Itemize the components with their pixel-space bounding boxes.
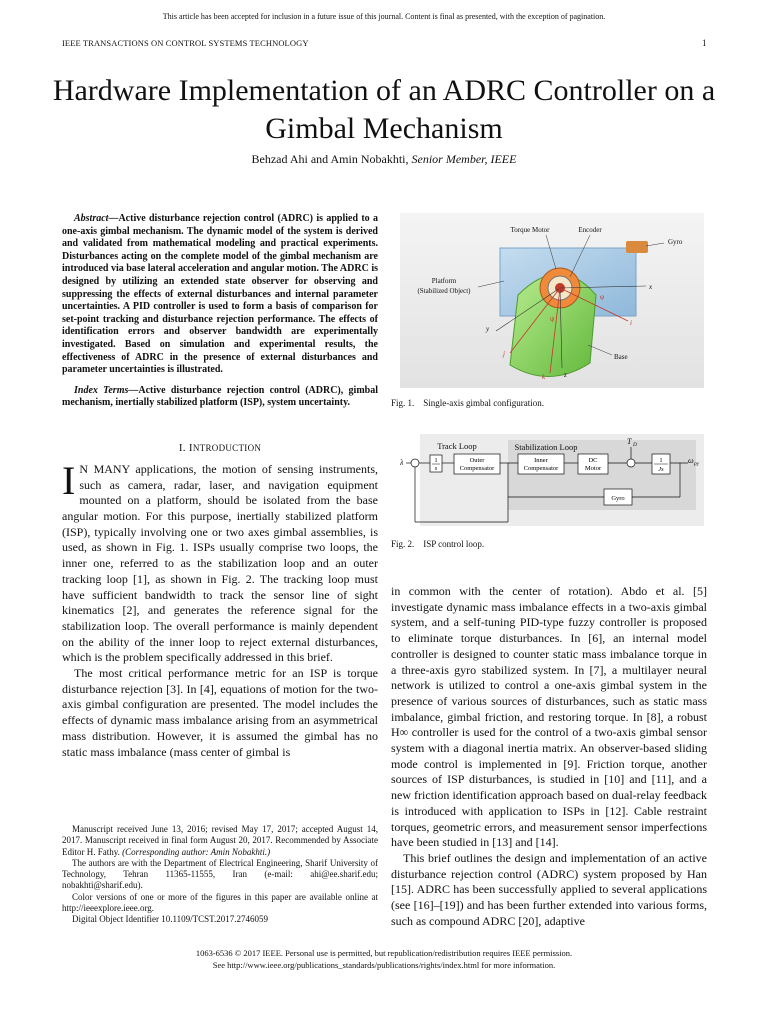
abstract — [62, 213, 378, 377]
footnote-received — [62, 824, 378, 858]
label-torque-motor: Torque Motor — [510, 226, 550, 234]
paper-title: Hardware Implementation of an ADRC Controller on a Gimbal Mechanism — [52, 74, 716, 145]
intro-paragraph-1 — [62, 457, 378, 666]
footnote-affiliation: The authors are with the Department of Electrical Engineering, Sharif University of Technology, Tehran 11365-11555, Iran (e-mail: ahi@ee.sharif.edu; nobakhti@sharif.edu). — [62, 857, 378, 891]
section-initial: I — [188, 441, 193, 454]
label-psi: ψ — [550, 315, 555, 323]
label-stab-loop: Stabilization Loop — [514, 442, 578, 452]
label-phi: φ — [600, 293, 605, 301]
plant-den: Js — [658, 466, 664, 473]
label-output-sub: py — [694, 461, 700, 467]
right-paragraph-2: This brief outlines the design and implementation of an active disturbance rejection control (ADRC) system proposed by Han [15]. ADRC has been successfully applied to several applications (see [16]–[19]) and has been further extended into various forms, such as compound ADRC [20], adaptive — [391, 850, 707, 928]
outer-label-2: Compensator — [459, 465, 495, 472]
integrator-num: 1 — [434, 457, 438, 464]
gyro-label: Gyro — [611, 495, 625, 502]
label-x: x — [649, 283, 653, 291]
label-j: j — [503, 350, 505, 358]
intro-paragraph-2: The most critical performance metric for an ISP is torque disturbance rejection [3]. In [4], equations of motion for the two-axis gimbal configuration are presented. The model includes the effects of dynamic mass imbalance arising from an asymmetrical mass distribution. However, it is assumed the gimbal has no static mass imbalance (mass center of gimbal is — [62, 666, 378, 759]
page-number: 1 — [702, 38, 707, 48]
motor-label-2: Motor — [584, 465, 602, 472]
label-track-loop: Track Loop — [437, 441, 477, 451]
label-k: k — [542, 373, 546, 381]
figure-1-gimbal-illustration — [400, 213, 704, 388]
figure-2-caption: Fig. 2. ISP control loop. — [391, 539, 485, 549]
copyright-notice — [0, 948, 768, 971]
drop-cap: I — [62, 457, 76, 503]
label-input: λ — [400, 458, 404, 467]
figure-1-caption: Fig. 1. Single-axis gimbal configuration. — [391, 398, 544, 408]
section-heading-introduction — [62, 442, 378, 454]
outer-label-1: Outer — [469, 457, 485, 464]
footnote-received-text: Manuscript received June 13, 2016; revised May 17, 2017; accepted August 14, 2017. Manuscript received in final form August 20, 2017. Recommended by Associate Editor H. Fathy. — [62, 824, 378, 857]
copyright-line-2: See http://www.ieee.org/publications_standards/publications/rights/index.html for more information. — [212, 959, 556, 970]
label-gyro: Gyro — [668, 238, 683, 246]
author-names: Behzad Ahi and Amin Nobakhti, — [251, 152, 409, 166]
abstract-lead: Abstract— — [74, 213, 119, 224]
label-disturbance: T — [627, 437, 632, 446]
label-disturbance-sub: D — [633, 442, 637, 448]
copyright-line-1: 1063-6536 © 2017 IEEE. Personal use is permitted, but republication/redistribution requires IEEE permission. — [195, 948, 573, 958]
label-z: z — [564, 371, 567, 379]
label-platform: Platform — [431, 277, 457, 285]
inner-label-1: Inner — [534, 457, 548, 464]
label-y: y — [486, 325, 490, 333]
author-line — [0, 152, 768, 167]
footnotes — [62, 824, 378, 926]
label-encoder: Encoder — [578, 226, 602, 234]
figure-2-control-loop-diagram — [400, 434, 704, 526]
index-terms — [62, 385, 378, 410]
label-output: ω — [688, 456, 694, 465]
label-platform-sub: (Stabilized Object) — [417, 287, 471, 295]
abstract-text: Active disturbance rejection control (ADRC) is applied to a one-axis gimbal mechanism. The dynamic model of the system is derived and validated from mathematical modeling and practical experiments. Disturbances acting on the complete model of the gimbal mechanism are introduced via base lateral acceleration and angular motion. The ADRC is designed by utilizing an extended state observer for observing and suppressing the effects of external disturbances and internal parameter uncertainties. A PID controller is used to form a basis of comparison for set-point tracking and disturbance rejection performance. The effects of identification errors and observer bandwidth are experimentally investigated. Based on simulation and experimental results, the effectiveness of ADRC in the presence of external disturbances and parameter uncertainties is illustrated. — [62, 213, 378, 376]
journal-running-head: IEEE TRANSACTIONS ON CONTROL SYSTEMS TECHNOLOGY — [62, 38, 309, 48]
gyro-shape — [626, 241, 648, 253]
right-paragraph-1: in common with the center of rotation). Abdo et al. [5] investigate dynamic mass imbalance effects in a two-axis gimbal system, and a self-tuning PID-type fuzzy controller is proposed to eliminate torque disturbances. In [6], an internal model controller is designed to counter static mass imbalance torque in a three-axis gyro stabilized system. In [7], a multilayer neural network is utilized to control a one-axis gimbal system in the presence of various sources of disturbances, such as static mass imbalance, gimbal friction, and restoring torque. In [8], a robust H∞ controller is used for the control of a two-axis gimbal sensor system with a diagonal inertia matrix. An observer-based sliding mode control is implemented in [9]. Friction torque, another sources of ISP disturbances, is studied in [10] and [11], and a new friction identification approach based on dual-relay feedback is introduced with application to ISPs in [12]. Cable restraint torques, geometric errors, and measurement sensor imperfections have been studied in [13] and [14]. — [391, 584, 707, 850]
section-title-rest: NTRODUCTION — [192, 442, 262, 453]
acceptance-notice: This article has been accepted for inclusion in a future issue of this journal. Content is final as presented, with the exception of pagination. — [162, 12, 606, 21]
inner-label-2: Compensator — [523, 465, 559, 472]
sum-junction-1 — [411, 459, 419, 467]
footnote-color: Color versions of one or more of the figures in this paper are available online at http://ieeexplore.ieee.org. — [62, 891, 378, 914]
integrator-den: s — [434, 465, 438, 472]
sum-junction-2 — [627, 459, 635, 467]
intro-p1-text: N MANY applications, the motion of sensing instruments, such as camera, radar, laser, and navigation equipment mounted on a platform, should be isolated from the base angular motion. For this purpose, inertially stabilized platform (ISP), typically involving one or two axes gimbal assemblies, is used, as shown in Fig. 1. ISPs usually comprise two loops, the inner one, referred to as the stabilization loop and an outer tracking loop [1], as shown in Fig. 2. The tracking loop must have sufficient bandwidth to track the sensor line of sight kinematics [2], and generates the reference signal for the stabilization loop. The overall performance is mainly dependent on the ability of the inner loop to reject external disturbances, which is the problem specifically addressed in this brief. — [62, 461, 378, 665]
plant-num: 1 — [659, 457, 663, 464]
footnote-corresponding: (Corresponding author: Amin Nobakhti.) — [122, 846, 271, 857]
motor-label-1: DC — [588, 457, 598, 464]
section-number: I. — [178, 441, 189, 454]
left-column — [62, 213, 378, 760]
author-role: Senior Member, IEEE — [411, 152, 517, 166]
label-base: Base — [614, 353, 628, 361]
footnote-doi: Digital Object Identifier 10.1109/TCST.2017.2746059 — [72, 914, 268, 925]
index-terms-text: Active disturbance rejection control (ADRC), gimbal mechanism, inertially stabilized platform (ISP), system uncertainty. — [62, 384, 378, 409]
right-column-text — [391, 584, 707, 929]
label-i: i — [630, 319, 632, 327]
index-terms-lead: Index Terms— — [74, 384, 139, 396]
